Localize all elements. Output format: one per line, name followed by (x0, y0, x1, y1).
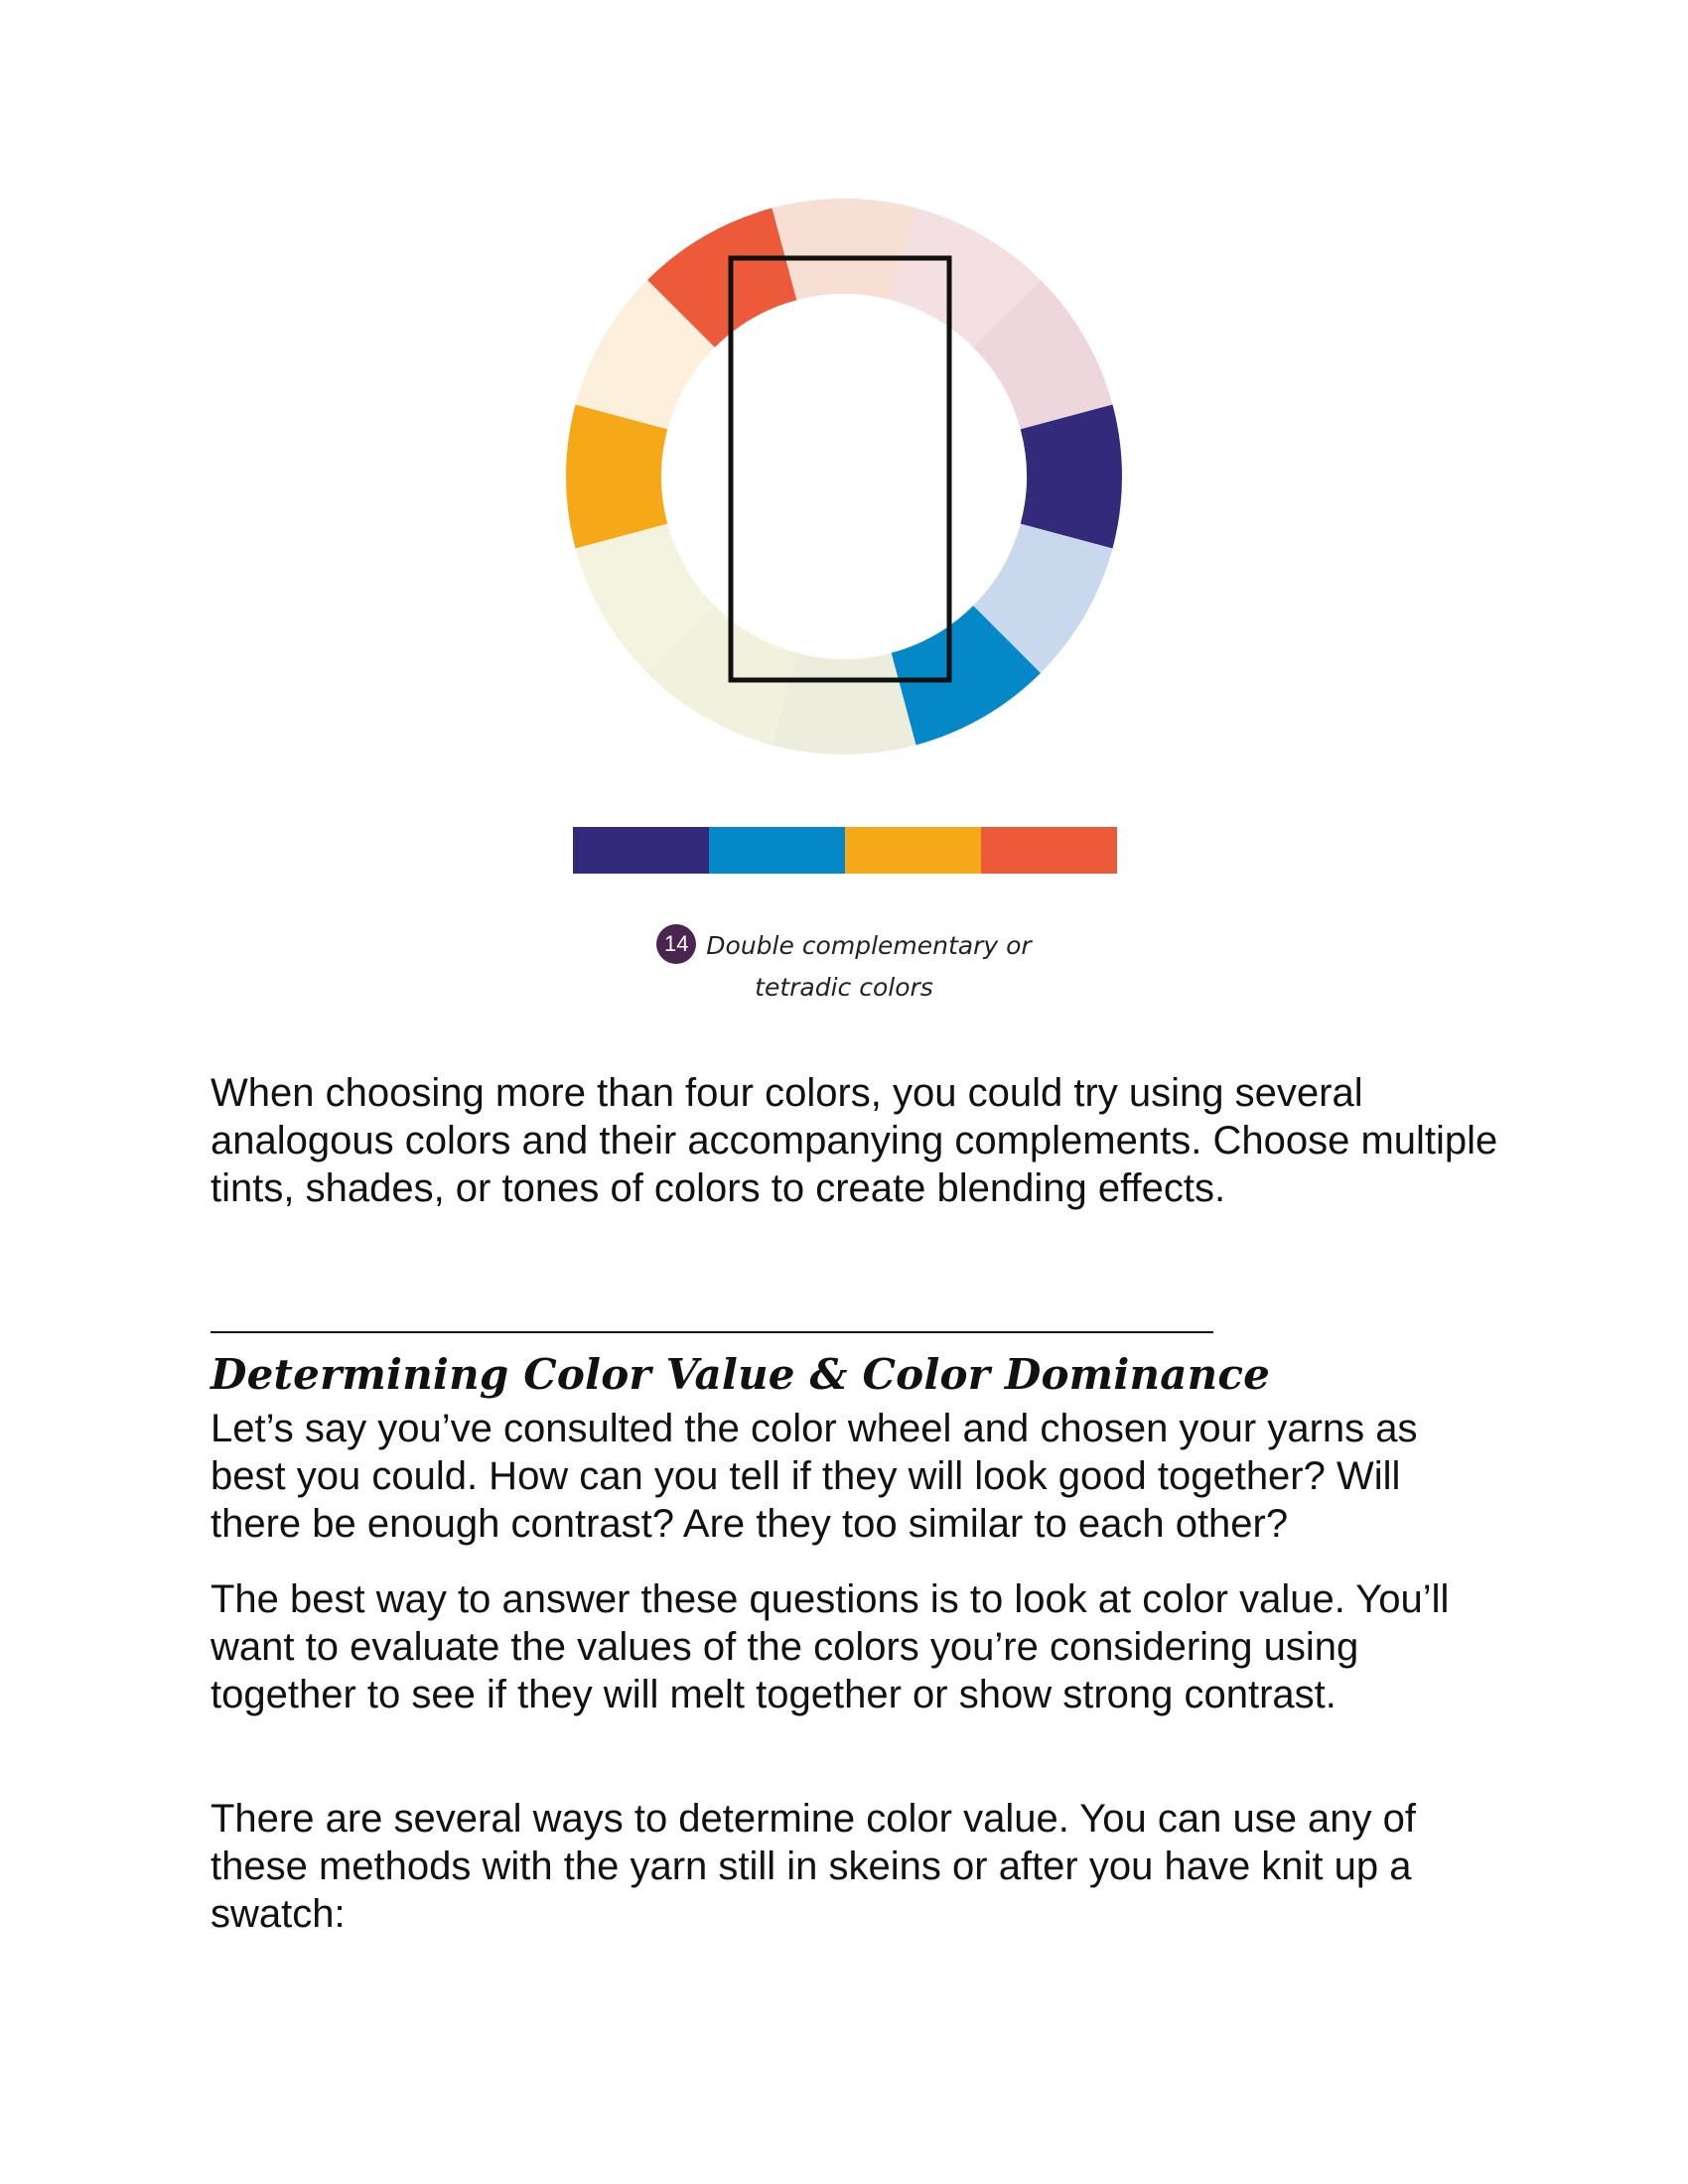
swatch-blue (709, 827, 845, 874)
wheel-segment-yellow-orange (566, 405, 667, 549)
color-wheel (556, 189, 1132, 764)
color-wheel-segments (566, 199, 1122, 754)
figure-caption (596, 925, 1092, 1009)
swatch-indigo (573, 827, 709, 874)
section-paragraph-1: Let’s say you’ve consulted the color wheel and chosen your yarns as best you could. How can you tell if they will look good together? Will there be enough contrast? Are they too similar to each other? (211, 1407, 1418, 1546)
intro-paragraph: When choosing more than four colors, you could try using several analogous colors and their accompanying complements. Choose multiple tints, shades, or tones of colors to create blending effects. (211, 1071, 1498, 1210)
caption-line-1 (596, 925, 1092, 967)
section-divider (211, 1331, 1213, 1333)
swatch-yellow-orange (845, 827, 981, 874)
swatch-red-orange (981, 827, 1117, 874)
caption-text-1: Double complementary or (706, 931, 1032, 960)
figure-number-badge: 14 (656, 924, 696, 964)
caption-text-2: tetradic colors (755, 973, 933, 1002)
wheel-segment-sage-tint (773, 653, 916, 754)
tetradic-highlight-rectangle (731, 258, 949, 680)
color-swatch-bar (573, 827, 1117, 874)
wheel-segment-peach-tint (773, 199, 916, 300)
wheel-segment-indigo (1021, 405, 1122, 549)
section-paragraph-2: The best way to answer these questions is to look at color value. You’ll want to evaluate the values of the colors you’re considering using together to see if they will melt together or show strong contrast. (211, 1577, 1450, 1716)
section-paragraph-3: There are several ways to determine color value. You can use any of these methods with the yarn still in skeins or after you have knit up a swatch: (211, 1797, 1417, 1936)
section-heading: Determining Color Value & Color Dominance (211, 1350, 1271, 1399)
